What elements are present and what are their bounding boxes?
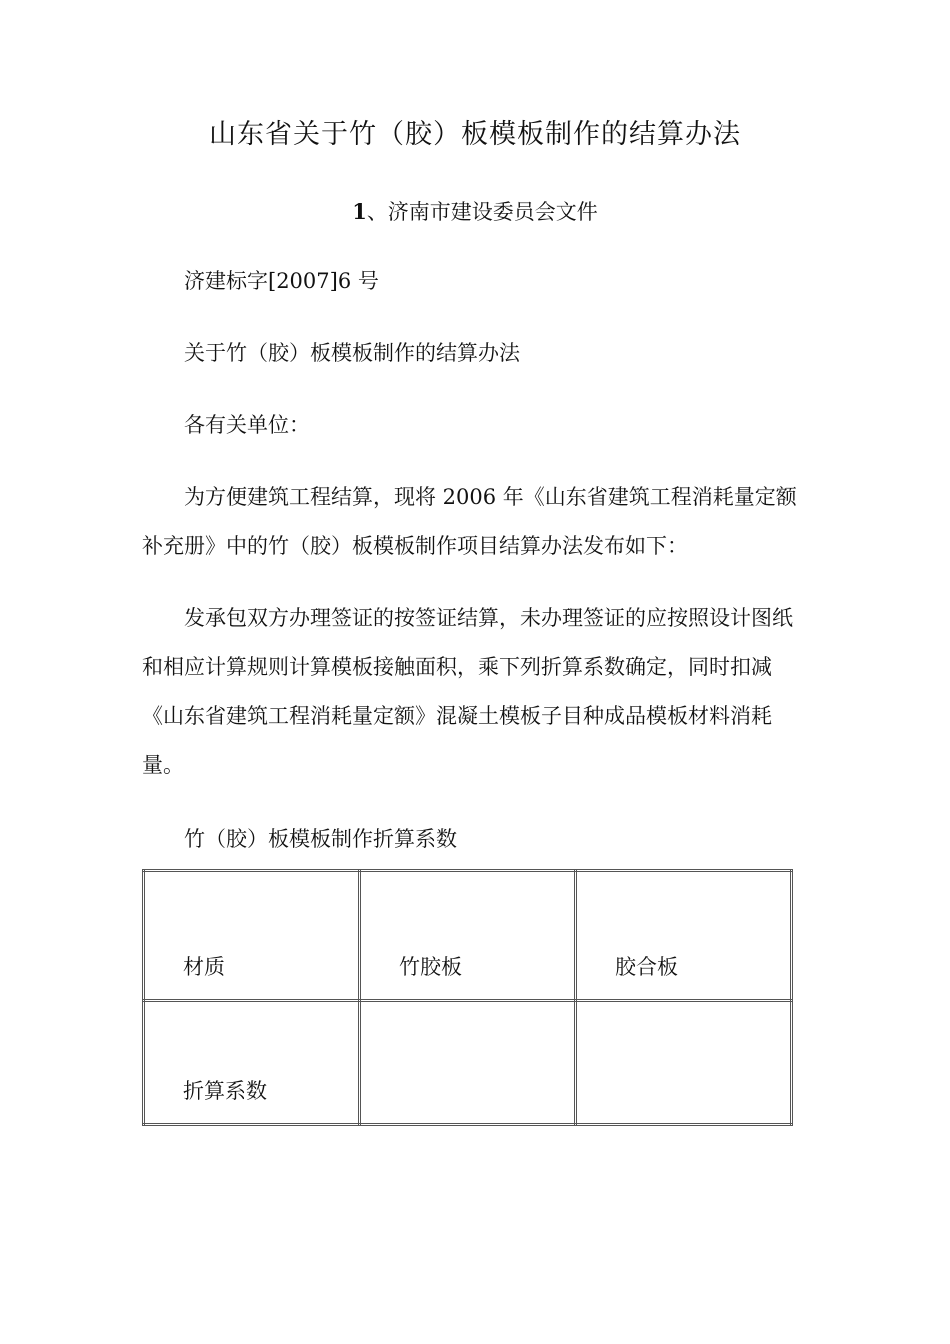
table-cell: 竹胶板 [360,871,576,1001]
table-cell: 胶合板 [576,871,792,1001]
section-number: 1 [352,199,367,224]
table-header-row [144,871,792,1001]
table-cell: 材质 [144,871,360,1001]
table-cell [576,1001,792,1125]
table-row [144,1001,792,1125]
section-text: 、济南市建设委员会文件 [366,200,598,224]
paragraph-intro: 为方便建筑工程结算，现将 2006 年《山东省建筑工程消耗量定额补充册》中的竹（胶）板模板制作项目结算办法发布如下： [142,485,797,558]
doc-subject: 关于竹（胶）板模板制作的结算办法 [184,341,520,365]
conversion-factor-table [142,869,793,1126]
document-title: 山东省关于竹（胶）板模板制作的结算办法 [209,119,741,150]
section-heading [0,196,950,226]
salutation: 各有关单位： [184,413,310,437]
table-cell [360,1001,576,1125]
table-caption: 竹（胶）板模板制作折算系数 [184,827,457,851]
paragraph-rules: 发承包双方办理签证的按签证结算，未办理签证的应按照设计图纸和相应计算规则计算模板接触面积，乘下列折算系数确定，同时扣减《山东省建筑工程消耗量定额》混凝土模板子目种成品模板材料消耗量。 [142,606,793,777]
table-cell: 折算系数 [144,1001,360,1125]
doc-number: 济建标字[2007]6 号 [184,269,379,293]
